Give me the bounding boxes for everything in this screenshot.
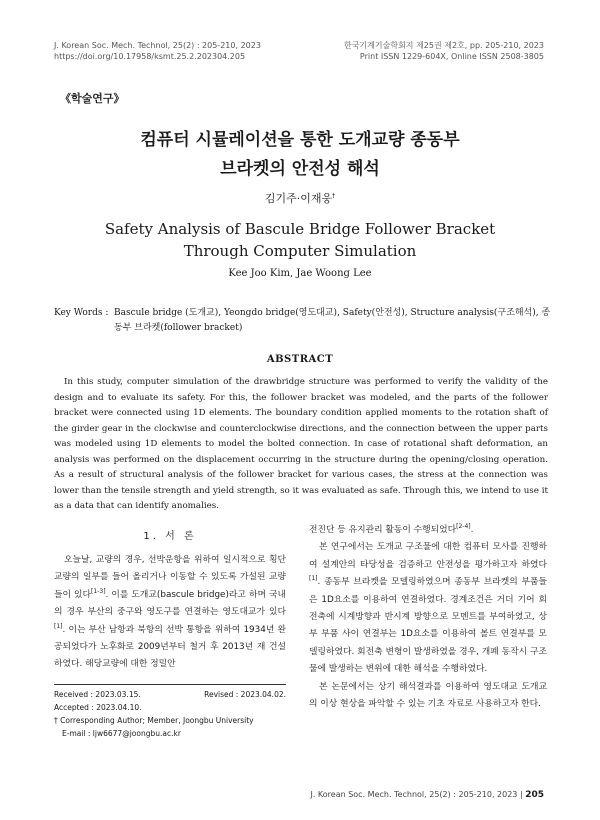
paragraph xyxy=(309,522,547,539)
footnotes xyxy=(54,688,286,740)
journal-citation: J. Korean Soc. Mech. Technol, 25(2) : 205-210, 2023 xyxy=(54,41,261,50)
received-date: Received : 2023.03.15. xyxy=(54,690,141,699)
keywords xyxy=(54,306,554,333)
authors-korean xyxy=(0,190,600,206)
issn: Print ISSN 1229-604X, Online ISSN 2508-3805 xyxy=(359,52,544,61)
title-english xyxy=(0,218,600,262)
text-run: . 종동부 브라켓을 모델링하였으며 종동부 브라켓의 부품들은 1D요소를 이용하여 연결하였다. 경계조건은 거더 기어 회전축에 시계방향과 반시계 방향으로 모멘트를 부여하였고, 상부 부품 사이 연결부는 1D요소를 이용하여 볼트 연결부를 모델링하였다. 회전축 변형이 발생하였을 경우, 개폐 동작시 구조물에 발생하는 변위에 대한 해석을 수행하였다. xyxy=(309,577,547,675)
doi-link[interactable]: https://doi.org/10.17958/ksmt.25.2.202304.205 xyxy=(54,52,246,61)
text-run: 오늘날, 교량의 경우, 선박운항을 위하여 일시적으로 횡단교량의 일부를 들어 올리거나 이동할 수 있도록 가설된 교량들이 있다 xyxy=(54,555,286,600)
authors-korean-names: 김기주·이재웅 xyxy=(264,192,333,205)
section-tag: 《학술연구》 xyxy=(60,92,125,105)
running-header-right xyxy=(344,40,544,62)
authors-english: Kee Joo Kim, Jae Woong Lee xyxy=(228,268,372,279)
paragraph xyxy=(54,552,286,674)
title-korean-line1: 컴퓨터 시뮬레이션을 통한 도개교량 종동부 xyxy=(140,130,460,150)
text-run: . 이를 도개교(bascule bridge)라고 하며 국내의 경우 부산의 중구와 영도구를 연결하는 영도대교가 있다 xyxy=(54,589,286,618)
footer-separator: | xyxy=(519,790,523,799)
paragraph xyxy=(309,539,547,678)
footnote-dates xyxy=(54,688,286,701)
title-english-line1: Safety Analysis of Bascule Bridge Follower Bracket xyxy=(104,220,496,238)
corresponding-author: † Corresponding Author; Member, Joongbu University xyxy=(54,716,254,725)
abstract-body: In this study, computer simulation of the drawbridge structure was performed to verify the validity of the design and to evaluate its safety. For this, the follower bracket was modeled, and the parts of the follower bracket were connected using 1D elements. The boundary condition applied moments to the rotation shaft of the girder gear in the clockwise and counterclockwise directions, and the connection between the upper parts was modeled using 1D elements to model the bolted connection. In case of rotational shaft deformation, an analysis was performed on the displacement occurring in the structure during the opening/closing operation. As a result of structural analysis of the follower bracket for various cases, the stress at the connection was lower than the tensile strength and yield strength, so it was evaluated as safe. Through this, we intend to use it as a data that can identify anomalies. xyxy=(54,377,548,511)
page-footer xyxy=(310,790,544,800)
title-english-line2: Through Computer Simulation xyxy=(183,242,417,260)
page-number: 205 xyxy=(525,790,544,800)
accepted-date: Accepted : 2023.04.10. xyxy=(54,703,142,712)
journal-citation-korean: 한국기계기술학회지 제25권 제2호, pp. 205-210, 2023 xyxy=(343,41,544,50)
title-korean xyxy=(0,126,600,184)
citation[interactable]: [2-4] xyxy=(456,523,471,531)
section-heading-introduction: 1. 서 론 xyxy=(143,531,197,542)
text-run: . 이는 부산 남항과 북항의 선박 통항을 위하여 1934년 완공되었다가 노후화로 2009년부터 철거 후 2013년 재 건설하였다. 해당교량에 대한 정밀안 xyxy=(54,624,286,670)
keywords-label: Key Words : xyxy=(54,308,109,318)
text-run: 본 연구에서는 도개교 구조물에 대한 컴퓨터 모사를 진행하여 설계안의 타당성을 검증하고 안전성을 평가하고자 하였다 xyxy=(309,542,547,570)
keywords-text: Bascule bridge (도개교), Yeongdo bridge(영도대교), Safety(안전성), Structure analysis(구조해석), 종동부 브라켓(follower bracket) xyxy=(114,308,551,333)
revised-date: Revised : 2023.04.02. xyxy=(204,690,286,699)
text-run: 전진단 등 유지관리 활동이 수행되었다 xyxy=(309,525,457,535)
footnote-divider xyxy=(54,684,286,685)
abstract-heading: ABSTRACT xyxy=(266,354,334,365)
citation[interactable]: [1] xyxy=(309,575,318,583)
citation[interactable]: [1] xyxy=(54,622,63,630)
right-column-body xyxy=(309,522,547,713)
footer-journal: J. Korean Soc. Mech. Technol, 25(2) : 205-210, 2023 xyxy=(310,790,518,799)
left-column-body xyxy=(54,552,286,674)
citation[interactable]: [1-3] xyxy=(91,587,106,595)
running-header-left xyxy=(54,40,261,62)
text-run: . xyxy=(470,525,474,535)
author-email[interactable]: E-mail : ljw6677@joongbu.ac.kr xyxy=(62,729,181,738)
title-korean-line2: 브라켓의 안전성 해석 xyxy=(220,159,380,179)
paragraph: 본 논문에서는 상기 해석결과를 이용하여 영도대교 도개교의 이상 현상을 파악할 수 있는 기초 자료로 사용하고자 한다. xyxy=(309,681,547,710)
corresponding-mark: † xyxy=(332,192,336,200)
